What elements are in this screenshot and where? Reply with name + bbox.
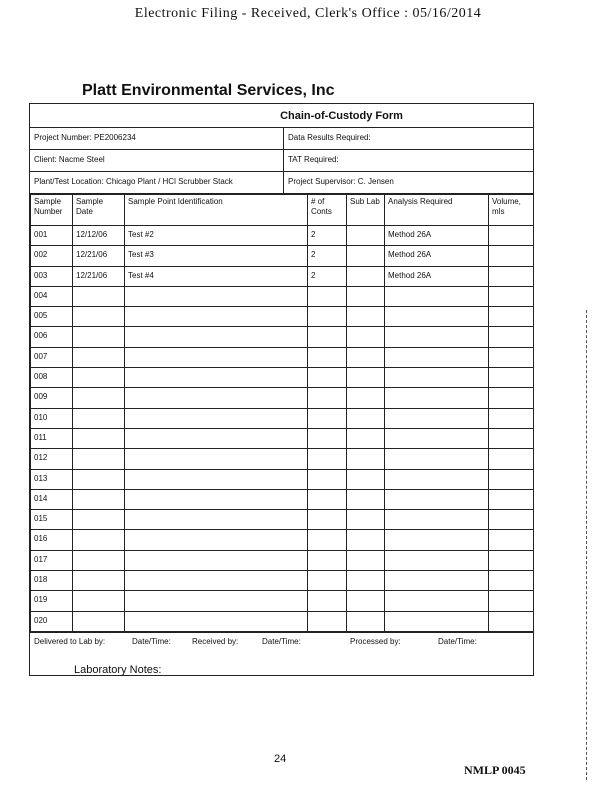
cell-analysis-required [385,307,489,327]
cell-volume [489,388,534,408]
cell-analysis-required [385,591,489,611]
cell-sample-number: 013 [31,469,73,489]
cell-num-containers [308,286,347,306]
cell-volume [489,266,534,286]
table-row [31,408,534,428]
cell-sample-point: Test #4 [125,266,308,286]
cell-volume [489,226,534,246]
cell-sample-date [73,368,125,388]
cell-sample-point [125,489,308,509]
cell-analysis-required [385,388,489,408]
cell-sub-lab [347,347,385,367]
cell-sample-point [125,469,308,489]
cell-sample-number: 015 [31,510,73,530]
cell-sample-date [73,347,125,367]
filing-stamp: Electronic Filing - Received, Clerk's Office : 05/16/2014 [134,6,482,21]
table-row [31,469,534,489]
cell-sample-point: Test #3 [125,246,308,266]
cell-sample-number: 009 [31,388,73,408]
delivered-datetime: Date/Time: [132,636,171,646]
table-row [31,510,534,530]
laboratory-notes: Laboratory Notes: [74,664,162,676]
cell-num-containers [308,571,347,591]
cell-sample-number: 006 [31,327,73,347]
cell-sample-point [125,571,308,591]
cell-sample-number: 011 [31,428,73,448]
header-analysis: Analysis Required [385,195,489,226]
info-row-3 [30,172,533,194]
cell-sample-point [125,550,308,570]
cell-sub-lab [347,489,385,509]
header-sample-point: Sample Point Identification [125,195,308,226]
header-sample-number: Sample Number [31,195,73,226]
document-id: NMLP 0045 [464,763,526,777]
cell-sample-point [125,449,308,469]
cell-sample-date [73,327,125,347]
cell-num-containers [308,510,347,530]
page-number: 24 [274,753,287,765]
cell-sample-date [73,286,125,306]
cell-sub-lab [347,449,385,469]
cell-analysis-required [385,611,489,631]
cell-volume [489,449,534,469]
cell-sub-lab [347,266,385,286]
table-row [31,347,534,367]
cell-sample-point [125,611,308,631]
table-header-row [31,195,534,226]
cell-volume [489,591,534,611]
cell-sample-number: 003 [31,266,73,286]
cell-analysis-required [385,571,489,591]
cell-analysis-required [385,469,489,489]
data-results-required: Data Results Required: [288,133,371,142]
cell-num-containers [308,449,347,469]
cell-num-containers [308,469,347,489]
company-name: Platt Environmental Services, Inc [82,82,335,99]
cell-num-containers: 2 [308,266,347,286]
cell-volume [489,510,534,530]
cell-volume [489,286,534,306]
table-row [31,550,534,570]
cell-sub-lab [347,246,385,266]
project-number: Project Number: PE2006234 [30,128,284,149]
table-row [31,388,534,408]
cell-sample-point [125,530,308,550]
cell-num-containers [308,489,347,509]
cell-sample-date [73,550,125,570]
cell-sample-point [125,307,308,327]
cell-sample-point [125,428,308,448]
cell-sample-number: 005 [31,307,73,327]
client: Client: Nacme Steel [30,150,284,171]
cell-sample-number: 007 [31,347,73,367]
cell-sample-date [73,571,125,591]
cell-sample-date [73,428,125,448]
cell-sample-date [73,530,125,550]
cell-sample-number: 018 [31,571,73,591]
cell-analysis-required [385,347,489,367]
cell-sample-number: 002 [31,246,73,266]
cell-num-containers [308,611,347,631]
cell-sample-date [73,449,125,469]
table-row [31,246,534,266]
cell-sub-lab [347,327,385,347]
cell-analysis-required [385,286,489,306]
cell-volume [489,347,534,367]
cell-sample-point: Test #2 [125,226,308,246]
table-row [31,286,534,306]
cell-sample-point [125,408,308,428]
cell-volume [489,489,534,509]
received-datetime: Date/Time: [262,636,301,646]
cell-sample-date [73,408,125,428]
cell-sample-date [73,510,125,530]
cell-sub-lab [347,571,385,591]
cell-volume [489,469,534,489]
cell-sample-point [125,510,308,530]
cell-sub-lab [347,469,385,489]
cell-sample-point [125,286,308,306]
form-title: Chain-of-Custody Form [30,104,533,128]
cell-volume [489,550,534,570]
cell-num-containers [308,307,347,327]
cell-sub-lab [347,226,385,246]
cell-sample-date: 12/21/06 [73,246,125,266]
cell-num-containers [308,550,347,570]
processed-by: Processed by: [350,636,401,646]
cell-sub-lab [347,368,385,388]
cell-analysis-required [385,530,489,550]
tat-required: TAT Required: [288,155,339,164]
cell-analysis-required [385,550,489,570]
cell-sub-lab [347,428,385,448]
cell-sample-number: 019 [31,591,73,611]
table-row [31,307,534,327]
cell-sub-lab [347,611,385,631]
cell-analysis-required [385,327,489,347]
cell-analysis-required: Method 26A [385,266,489,286]
cell-analysis-required [385,510,489,530]
cell-num-containers: 2 [308,226,347,246]
cell-sample-date [73,388,125,408]
cell-sample-number: 020 [31,611,73,631]
cell-sample-date: 12/12/06 [73,226,125,246]
header-sample-date: Sample Date [73,195,125,226]
cell-sample-date [73,591,125,611]
cell-sub-lab [347,307,385,327]
cell-sample-point [125,327,308,347]
table-row [31,530,534,550]
cell-sub-lab [347,530,385,550]
cell-volume [489,408,534,428]
table-row [31,428,534,448]
cell-sample-number: 014 [31,489,73,509]
cell-num-containers [308,347,347,367]
table-row [31,611,534,631]
table-row [31,327,534,347]
cell-num-containers [308,408,347,428]
cell-num-containers [308,327,347,347]
cell-sample-point [125,347,308,367]
cell-sample-number: 012 [31,449,73,469]
table-row [31,226,534,246]
cell-sample-date [73,611,125,631]
cell-volume [489,307,534,327]
plant-location: Plant/Test Location: Chicago Plant / HCl Scrubber Stack [30,172,284,193]
cell-sub-lab [347,510,385,530]
cell-sample-number: 010 [31,408,73,428]
cell-analysis-required [385,368,489,388]
cell-sample-number: 016 [31,530,73,550]
cell-num-containers [308,530,347,550]
cell-sub-lab [347,286,385,306]
info-row-1 [30,128,533,150]
cell-sub-lab [347,550,385,570]
cell-volume [489,611,534,631]
cell-sample-point [125,388,308,408]
project-supervisor: Project Supervisor: C. Jensen [288,177,394,186]
table-row [31,571,534,591]
header-volume: Volume, mls [489,195,534,226]
cell-sample-date [73,489,125,509]
cell-volume [489,571,534,591]
cell-sample-point [125,368,308,388]
cell-sample-number: 008 [31,368,73,388]
cell-sample-date [73,469,125,489]
cell-analysis-required: Method 26A [385,246,489,266]
cell-volume [489,246,534,266]
cell-sample-number: 004 [31,286,73,306]
cell-sub-lab [347,408,385,428]
processed-datetime: Date/Time: [438,636,477,646]
cell-sample-date: 12/21/06 [73,266,125,286]
table-row [31,368,534,388]
delivered-by: Delivered to Lab by: [34,636,106,646]
chain-of-custody-form [29,103,534,676]
cell-volume [489,530,534,550]
cell-sub-lab [347,388,385,408]
table-row [31,489,534,509]
cell-sample-point [125,591,308,611]
cell-volume [489,368,534,388]
cell-analysis-required [385,408,489,428]
cell-num-containers: 2 [308,246,347,266]
cell-sample-number: 017 [31,550,73,570]
table-row [31,266,534,286]
cell-num-containers [308,428,347,448]
info-row-2 [30,150,533,172]
cell-num-containers [308,591,347,611]
cell-num-containers [308,368,347,388]
cell-volume [489,327,534,347]
cell-sample-date [73,307,125,327]
table-row [31,591,534,611]
cell-num-containers [308,388,347,408]
cell-analysis-required [385,449,489,469]
cell-analysis-required [385,428,489,448]
cell-analysis-required [385,489,489,509]
header-num-containers: # of Conts [308,195,347,226]
scan-edge-mark [586,310,590,780]
samples-table [30,194,534,632]
received-by: Received by: [192,636,239,646]
cell-sub-lab [347,591,385,611]
header-sub-lab: Sub Lab [347,195,385,226]
cell-sample-number: 001 [31,226,73,246]
table-row [31,449,534,469]
cell-volume [489,428,534,448]
cell-analysis-required: Method 26A [385,226,489,246]
